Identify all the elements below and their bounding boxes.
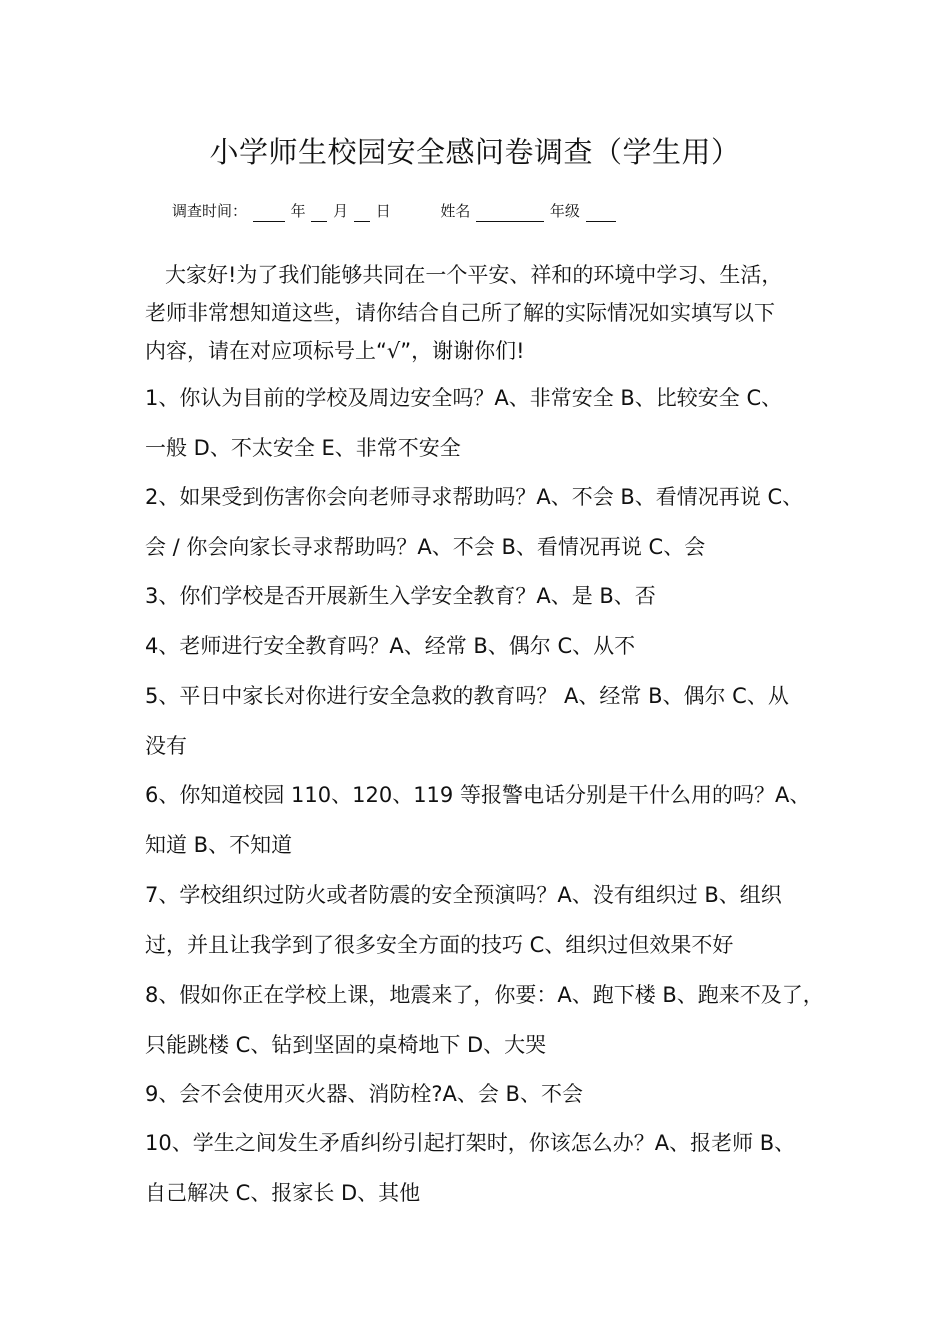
question-line: 10、学生之间发生矛盾纠纷引起打架时，你该怎么办？A、报老师 B、 [145, 1131, 796, 1155]
question-2 [145, 472, 825, 572]
month-label: 月 [333, 202, 349, 220]
question-6 [145, 770, 825, 870]
question-line: 8、假如你正在学校上课，地震来了，你要：A、跑下楼 B、跑来不及了， [145, 983, 824, 1007]
question-line: 6、你知道校园 110、120、119 等报警电话分别是干什么用的吗？A、 [145, 783, 811, 807]
question-line: 1、你认为目前的学校及周边安全吗？A、非常安全 B、比较安全 C、 [145, 386, 783, 410]
question-10 [145, 1118, 825, 1218]
question-9 [145, 1069, 825, 1119]
question-line: 会 / 你会向家长寻求帮助吗？A、不会 B、看情况再说 C、会 [145, 535, 706, 559]
survey-time-label: 调查时间： [172, 202, 248, 220]
survey-meta-line [172, 200, 617, 222]
question-7 [145, 870, 825, 970]
intro-paragraph [145, 256, 810, 370]
intro-line: 大家好!为了我们能够共同在一个平安、祥和的环境中学习、生活， [165, 263, 783, 287]
question-line: 4、老师进行安全教育吗？A、经常 B、偶尔 C、从不 [145, 634, 636, 658]
question-line: 自己解决 C、报家长 D、其他 [145, 1181, 421, 1205]
intro-line: 老师非常想知道这些，请你结合自己所了解的实际情况如实填写以下 [145, 301, 775, 325]
month-blank[interactable] [311, 204, 327, 222]
question-line: 2、如果受到伤害你会向老师寻求帮助吗？A、不会 B、看情况再说 C、 [145, 485, 804, 509]
name-blank[interactable] [476, 204, 544, 222]
question-1 [145, 373, 825, 473]
name-label: 姓名 [440, 202, 471, 220]
question-line: 3、你们学校是否开展新生入学安全教育？A、是 B、否 [145, 584, 656, 608]
intro-line: 内容，请在对应项标号上“√”，谢谢你们! [145, 339, 525, 363]
day-label: 日 [375, 202, 391, 220]
year-blank[interactable] [253, 204, 285, 222]
question-8 [145, 970, 825, 1070]
grade-label: 年级 [549, 202, 580, 220]
year-label: 年 [290, 202, 306, 220]
question-3 [145, 571, 825, 621]
question-line: 5、平日中家长对你进行安全急救的教育吗？ A、经常 B、偶尔 C、从 [145, 684, 789, 708]
question-line: 9、会不会使用灭火器、消防栓?A、会 B、不会 [145, 1082, 583, 1106]
page-title: 小学师生校园安全感问卷调查（学生用） [209, 135, 741, 169]
question-line: 7、学校组织过防火或者防震的安全预演吗？A、没有组织过 B、组织 [145, 883, 782, 907]
question-line: 一般 D、不太安全 E、非常不安全 [145, 436, 461, 460]
question-line: 只能跳楼 C、钻到坚固的桌椅地下 D、大哭 [145, 1033, 547, 1057]
question-4 [145, 621, 825, 671]
question-5 [145, 671, 825, 771]
question-line: 过，并且让我学到了很多安全方面的技巧 C、组织过但效果不好 [145, 933, 734, 957]
question-line: 没有 [145, 734, 187, 758]
day-blank[interactable] [354, 204, 370, 222]
question-line: 知道 B、不知道 [145, 833, 293, 857]
grade-blank[interactable] [586, 204, 616, 222]
